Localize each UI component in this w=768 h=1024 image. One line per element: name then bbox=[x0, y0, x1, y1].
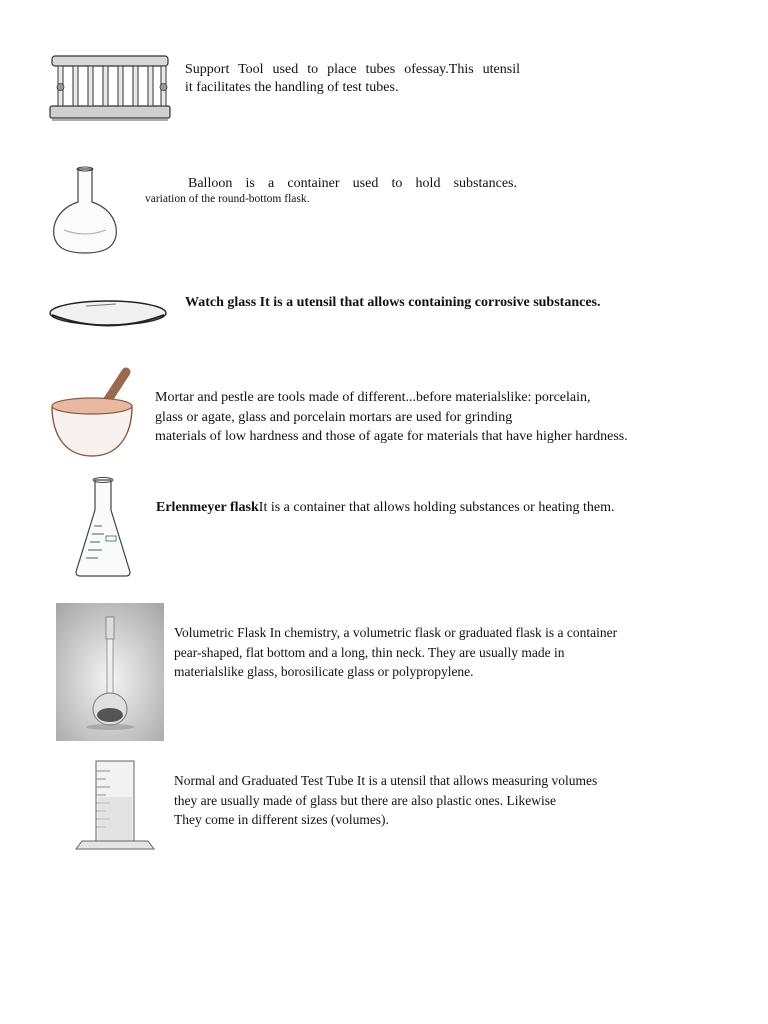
text-line: glass or agate, glass and porcelain mortars are used for grinding bbox=[155, 409, 513, 425]
text-line bbox=[156, 498, 615, 518]
text-line: they are usually made of glass but there are also plastic ones. Likewise bbox=[174, 792, 557, 808]
item-title: Erlenmeyer flask bbox=[156, 500, 259, 515]
text-line: materials of low hardness and those of agate for materials that have higher hardness. bbox=[155, 429, 628, 444]
watch-glass-icon bbox=[46, 296, 170, 334]
text-line: They come in different sizes (volumes). bbox=[174, 812, 389, 827]
item-description bbox=[174, 771, 597, 830]
item-description bbox=[185, 60, 520, 80]
text-line: Normal and Graduated Test Tube It is a utensil that allows measuring volumes bbox=[174, 773, 598, 788]
round-bottom-flask-icon bbox=[50, 166, 120, 254]
item-description bbox=[156, 498, 615, 518]
text-line: Watch glass It is a utensil that allows containing corrosive substances. bbox=[185, 295, 601, 310]
text-line: Balloon is a container used to hold substances. bbox=[188, 176, 517, 191]
item-text: It is a container that allows holding substances or heating them. bbox=[258, 500, 615, 515]
mortar-and-pestle-icon bbox=[48, 366, 136, 460]
item-description bbox=[185, 293, 601, 313]
volumetric-flask-photo bbox=[56, 603, 164, 741]
item-description-continued bbox=[145, 192, 309, 207]
text-line: variation of the round-bottom flask. bbox=[145, 193, 310, 205]
text-line: Volumetric Flask In chemistry, a volumetric flask or graduated flask is a container bbox=[174, 625, 618, 640]
graduated-cylinder-icon bbox=[70, 757, 160, 853]
text-line: pear-shaped, flat bottom and a long, thin neck. They are usually made in bbox=[174, 644, 565, 660]
text-line: materialslike glass, borosilicate glass or polypropylene. bbox=[174, 664, 474, 679]
item-description bbox=[155, 388, 628, 447]
erlenmeyer-flask-icon bbox=[72, 476, 134, 580]
text-line: Support Tool used to place tubes ofessay.This utensil bbox=[185, 62, 520, 77]
item-description-continued bbox=[185, 78, 398, 98]
item-description bbox=[174, 623, 617, 682]
text-line: Mortar and pestle are tools made of different...before materialslike: porcelain, bbox=[155, 390, 591, 405]
test-tube-rack-icon bbox=[48, 52, 172, 124]
item-description bbox=[188, 174, 517, 194]
text-line: it facilitates the handling of test tubes. bbox=[185, 80, 399, 95]
